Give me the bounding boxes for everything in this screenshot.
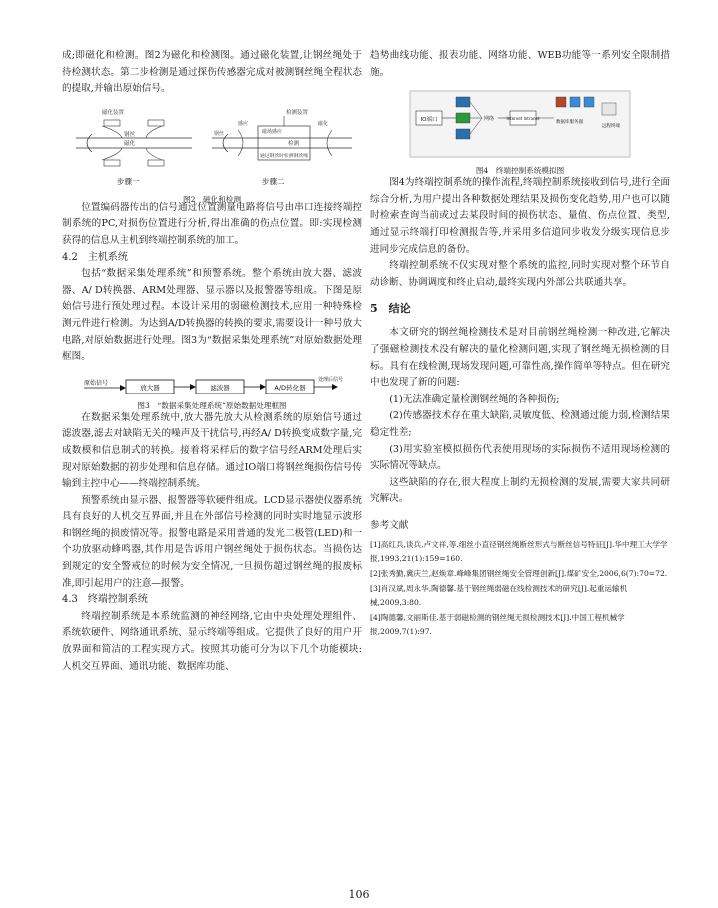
fig4-io-label: IO端口	[420, 117, 438, 124]
computer-icon	[570, 97, 580, 107]
step2-label: 步骤二	[262, 176, 285, 186]
fig2-label: 磁化	[318, 120, 329, 127]
left-column	[62, 48, 362, 675]
fig4-node: Internet Intranet	[506, 116, 540, 122]
computer-icon	[584, 97, 594, 107]
paragraph: 趋势曲线功能、报表功能、网络功能、WEB功能等一系列安全限制措施。	[370, 50, 670, 78]
fig4-node: 网络	[484, 116, 495, 123]
list-item: (1)无法准确定量检测钢丝绳的各种损伤;	[389, 393, 560, 405]
fig2-label: 磁场感应	[262, 128, 283, 135]
reference-item: [1]高红兵,谈兵,卢文祥,等.细丝小直径钢丝绳断丝形式与断丝信号特征[J].华中理工大学学报,1993,21(1):159=160.	[370, 539, 668, 564]
list-item: (3)用实验室模拟损伤代表使用现场的实际损伤不适用现场检测的实际情况等缺点。	[370, 443, 670, 472]
database-server-icon	[556, 97, 566, 107]
page-number: 106	[348, 888, 370, 901]
fig2-label: 钢丝	[214, 130, 225, 137]
section-heading: 4.2 主机系统	[62, 251, 128, 263]
paragraph: 这些缺陷的存在,很大程度上制约无损检测的发展,需要大家共同研究解决。	[370, 476, 670, 505]
paragraph: 本文研究的钢丝绳检测技术是对目前钢丝绳检测一种改进,它解决了强磁检测技术没有解决的量化检测问题,实现了钢丝绳无损检测的目标。具有在线检测,现场发现问题,可靠性高,操作简单等特点。但在研究中也发现了新的问题:	[370, 327, 670, 389]
fig2-label: 钢丝	[124, 131, 136, 138]
right-column	[370, 48, 670, 640]
printer-icon	[602, 103, 616, 115]
paragraph: 成;即磁化和检测。图2为磁化和检测图。通过磁化装置,让钢丝绳处于待检测状态。第二步检测是通过探伤传感器完成对被测钢丝绳全程状态的提取,并输出原始信号。	[62, 50, 362, 95]
fig3-block: 滤波器	[210, 383, 230, 392]
terminal-control-system-diagram	[370, 89, 670, 159]
paragraph: 终端控制系统不仅实现对整个系统的监控,同时实现对整个环节自动诊断、协调调度和终止启动,最终实现内外部公共联通共享。	[370, 260, 670, 288]
computer-icon	[456, 113, 470, 123]
fig4-node: 数据库服务器	[556, 120, 583, 126]
section-heading: 5 结论	[370, 302, 411, 316]
figure-2	[62, 104, 362, 204]
reference-item: [3]肖汉斌,周永华,陶德馨.基于钢丝绳弱磁在线检测技术的研究[J].起重运输机械,2009,3:80.	[370, 583, 628, 608]
computer-icon	[456, 97, 470, 107]
fig2-label: 通过钢丝时检测钢丝绳	[260, 153, 308, 159]
magnetization-detection-diagram	[62, 104, 362, 188]
fig2-label: 磁化装置	[102, 109, 125, 116]
fig3-input-label: 原始信号	[84, 379, 109, 387]
figure-caption: 图3 “数据采集处理系统”原始数据处理框图	[137, 400, 287, 410]
fig3-block: 放大器	[140, 383, 160, 392]
reference-item: [4]陶德馨,文丽斯佳.基于弱磁检测的钢丝绳无损检测技术[J].中国工程机械学报,2009,7(1):97.	[370, 612, 625, 637]
reference-item: [2]张秀勤,冀庆兰,赵焕章.峰峰集团钢丝绳安全管理创新[J].煤矿安全,2006,6(7):70=72.	[370, 569, 668, 579]
figure-caption: 图4 终端控制系统模拟图	[475, 166, 565, 176]
paragraph: 位置编码器传出的信号通过位置测量电路将信号由串口连接终端控制系统的PC,对损伤位置进行分析,得出准确的伤点位置。即:实现检测获得的信息从主机到终端控制系统的加工。	[62, 201, 362, 246]
fig2-label: 检测装置	[286, 109, 309, 116]
paragraph: 在数据采集处理系统中,放大器先放大从检测系统的原始信号通过滤波器,滤去对缺陷无关的噪声及干扰信号,再经A/ D转换变成数字量,完成数模和信息制式的转换。接着将采样后的数字信号经ARM处理后实现对原始数据的初步处理和信息存储。通过IO端口将钢丝绳损伤信号传输到主控中心——终端控制系统。	[62, 411, 362, 490]
figure-3	[62, 372, 362, 410]
paragraph: 预警系统由显示器、报警器等软硬件组成。LCD显示器使仪器系统具有良好的人机交互界面,并且在外部信号检测的同时实时地显示波形和钢丝绳的损废情况等。报警电路是采用普通的发光二极管(LED)和一个功放驱动蜂鸣器,其作用是告诉用户钢丝绳处于损伤状态。当损伤达到规定的安全警戒位的时候为安全情况,一旦损伤超过钢丝绳的报废标准,即引起用户的注意—报警。	[62, 494, 362, 589]
paragraph: 包括“数据采集处理系统”和预警系统。整个系统由放大器、滤波器、A/ D转换器、ARM处理器、显示器以及报警器等组成。下图是原始信号进行预处理过程。本设计采用的弱磁检测技术,应用一种特殊检测元件进行检测。为达到A/D转换器的转换的要求,需要设计一种号放大电路,对原始数据进行处理。图3为“数据采集处理系统”对原始数据处理框图。	[62, 268, 362, 363]
step2-diagram	[212, 108, 352, 186]
fig2-label: 磁化	[124, 140, 136, 147]
paragraph: 图4为终端控制系统的操作流程,终端控制系统接收到信号,进行全面综合分析,为用户提出各种数据处理结果及损伤变化趋势,用户也可以随时检索查询当前或过去某段时间的损伤状态、量值、伤点位置、类型,通过显示终端打印检测报告等,并采用多信道同步收发分级实现信息步进同步完成信息的备份。	[370, 177, 671, 255]
paragraph: 终端控制系统是本系统监测的神经网络,它由中央处理处理组件、系统软硬件、网络通讯系统、显示终端等组成。它提供了良好的用户开放界面和简洁的工程实现方式。按照其功能可分为以下几个功能模块:人机交互界面、通讯功能、数据库功能、	[62, 610, 362, 672]
fig2-label: 感应	[238, 120, 249, 127]
step1-label: 步骤一	[117, 176, 140, 186]
figure-4	[370, 89, 670, 175]
fig2-label: 检测	[288, 140, 300, 147]
figure-caption: 图2 磁化和检测	[183, 194, 241, 204]
list-item: (2)传感器技术存在重大缺陷,灵敏度低、检测通过能力弱,检测结果稳定性差;	[370, 410, 670, 438]
step1-diagram	[76, 108, 192, 186]
section-heading: 4.3 终端控制系统	[62, 594, 148, 606]
references-heading: 参考文献	[370, 519, 409, 531]
fig3-output-label: 处理后信号	[318, 376, 344, 383]
signal-processing-block-diagram	[62, 372, 362, 394]
computer-icon	[456, 129, 470, 139]
fig3-block: A/D转化器	[274, 383, 306, 392]
fig4-node: 远程终端	[602, 124, 620, 130]
